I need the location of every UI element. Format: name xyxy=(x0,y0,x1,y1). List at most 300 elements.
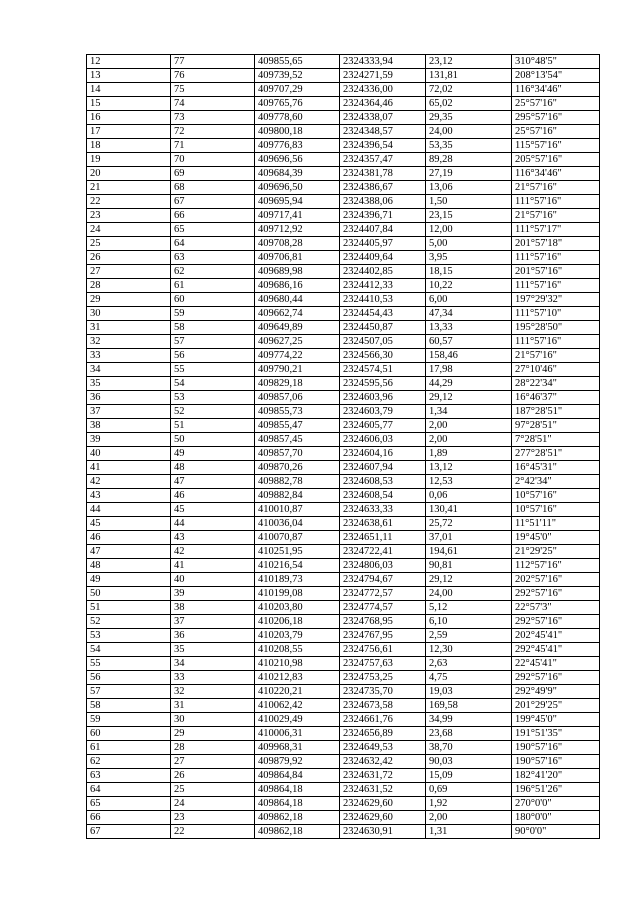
y-coordinate-cell: 2324638,61 xyxy=(340,517,426,531)
distance-cell: 1,89 xyxy=(426,447,512,461)
distance-cell: 65,02 xyxy=(426,97,512,111)
y-coordinate-cell: 2324409,64 xyxy=(340,251,426,265)
table-row xyxy=(87,307,600,321)
bearing-cell: 205°57'16" xyxy=(512,153,600,167)
x-coordinate-cell: 409707,29 xyxy=(255,83,340,97)
x-coordinate-cell: 410203,80 xyxy=(255,601,340,615)
bearing-cell: 25°57'16" xyxy=(512,97,600,111)
y-coordinate-cell: 2324629,60 xyxy=(340,811,426,825)
distance-cell: 25,72 xyxy=(426,517,512,531)
point-number-cell: 24 xyxy=(171,797,255,811)
table-row xyxy=(87,293,600,307)
bearing-cell: 116°34'46" xyxy=(512,83,600,97)
row-number-cell: 35 xyxy=(87,377,171,391)
distance-cell: 0,69 xyxy=(426,783,512,797)
point-number-cell: 74 xyxy=(171,97,255,111)
y-coordinate-cell: 2324656,89 xyxy=(340,727,426,741)
x-coordinate-cell: 410062,42 xyxy=(255,699,340,713)
table-row xyxy=(87,755,600,769)
point-number-cell: 77 xyxy=(171,55,255,69)
distance-cell: 2,00 xyxy=(426,811,512,825)
bearing-cell: 21°57'16" xyxy=(512,349,600,363)
row-number-cell: 41 xyxy=(87,461,171,475)
row-number-cell: 28 xyxy=(87,279,171,293)
y-coordinate-cell: 2324348,57 xyxy=(340,125,426,139)
table-row xyxy=(87,825,600,839)
row-number-cell: 64 xyxy=(87,783,171,797)
distance-cell: 27,19 xyxy=(426,167,512,181)
table-row xyxy=(87,741,600,755)
row-number-cell: 15 xyxy=(87,97,171,111)
point-number-cell: 75 xyxy=(171,83,255,97)
point-number-cell: 47 xyxy=(171,475,255,489)
row-number-cell: 31 xyxy=(87,321,171,335)
point-number-cell: 70 xyxy=(171,153,255,167)
row-number-cell: 67 xyxy=(87,825,171,839)
table-row xyxy=(87,167,600,181)
row-number-cell: 17 xyxy=(87,125,171,139)
y-coordinate-cell: 2324735,70 xyxy=(340,685,426,699)
x-coordinate-cell: 409790,21 xyxy=(255,363,340,377)
x-coordinate-cell: 409689,98 xyxy=(255,265,340,279)
x-coordinate-cell: 409882,78 xyxy=(255,475,340,489)
point-number-cell: 29 xyxy=(171,727,255,741)
table-row xyxy=(87,671,600,685)
y-coordinate-cell: 2324396,71 xyxy=(340,209,426,223)
table-row xyxy=(87,55,600,69)
row-number-cell: 34 xyxy=(87,363,171,377)
point-number-cell: 40 xyxy=(171,573,255,587)
distance-cell: 72,02 xyxy=(426,83,512,97)
table-row xyxy=(87,209,600,223)
row-number-cell: 49 xyxy=(87,573,171,587)
point-number-cell: 38 xyxy=(171,601,255,615)
table-row xyxy=(87,363,600,377)
row-number-cell: 13 xyxy=(87,69,171,83)
y-coordinate-cell: 2324381,78 xyxy=(340,167,426,181)
point-number-cell: 51 xyxy=(171,419,255,433)
y-coordinate-cell: 2324753,25 xyxy=(340,671,426,685)
x-coordinate-cell: 410203,79 xyxy=(255,629,340,643)
distance-cell: 60,57 xyxy=(426,335,512,349)
row-number-cell: 12 xyxy=(87,55,171,69)
point-number-cell: 54 xyxy=(171,377,255,391)
x-coordinate-cell: 409696,56 xyxy=(255,153,340,167)
bearing-cell: 270°0'0" xyxy=(512,797,600,811)
distance-cell: 53,35 xyxy=(426,139,512,153)
bearing-cell: 25°57'16" xyxy=(512,125,600,139)
table-row xyxy=(87,587,600,601)
row-number-cell: 14 xyxy=(87,83,171,97)
table-row xyxy=(87,251,600,265)
y-coordinate-cell: 2324629,60 xyxy=(340,797,426,811)
table-row xyxy=(87,153,600,167)
table-row xyxy=(87,489,600,503)
table-row xyxy=(87,111,600,125)
distance-cell: 5,12 xyxy=(426,601,512,615)
bearing-cell: 111°57'16" xyxy=(512,279,600,293)
point-number-cell: 22 xyxy=(171,825,255,839)
point-number-cell: 30 xyxy=(171,713,255,727)
x-coordinate-cell: 409870,26 xyxy=(255,461,340,475)
row-number-cell: 42 xyxy=(87,475,171,489)
y-coordinate-cell: 2324595,56 xyxy=(340,377,426,391)
distance-cell: 90,03 xyxy=(426,755,512,769)
bearing-cell: 116°34'46" xyxy=(512,167,600,181)
distance-cell: 19,03 xyxy=(426,685,512,699)
x-coordinate-cell: 409695,94 xyxy=(255,195,340,209)
point-number-cell: 28 xyxy=(171,741,255,755)
point-number-cell: 50 xyxy=(171,433,255,447)
distance-cell: 13,06 xyxy=(426,181,512,195)
x-coordinate-cell: 409717,41 xyxy=(255,209,340,223)
point-number-cell: 48 xyxy=(171,461,255,475)
bearing-cell: 191°51'35" xyxy=(512,727,600,741)
row-number-cell: 37 xyxy=(87,405,171,419)
x-coordinate-cell: 409882,84 xyxy=(255,489,340,503)
distance-cell: 23,15 xyxy=(426,209,512,223)
x-coordinate-cell: 410070,87 xyxy=(255,531,340,545)
distance-cell: 12,00 xyxy=(426,223,512,237)
bearing-cell: 190°57'16" xyxy=(512,755,600,769)
x-coordinate-cell: 409855,73 xyxy=(255,405,340,419)
distance-cell: 12,53 xyxy=(426,475,512,489)
bearing-cell: 201°57'16" xyxy=(512,265,600,279)
table-row xyxy=(87,783,600,797)
x-coordinate-cell: 410206,18 xyxy=(255,615,340,629)
x-coordinate-cell: 409706,81 xyxy=(255,251,340,265)
bearing-cell: 197°29'32" xyxy=(512,293,600,307)
y-coordinate-cell: 2324402,85 xyxy=(340,265,426,279)
table-row xyxy=(87,335,600,349)
bearing-cell: 111°57'16" xyxy=(512,195,600,209)
x-coordinate-cell: 409857,06 xyxy=(255,391,340,405)
y-coordinate-cell: 2324507,05 xyxy=(340,335,426,349)
point-number-cell: 27 xyxy=(171,755,255,769)
point-number-cell: 60 xyxy=(171,293,255,307)
x-coordinate-cell: 409712,92 xyxy=(255,223,340,237)
table-row xyxy=(87,769,600,783)
point-number-cell: 59 xyxy=(171,307,255,321)
point-number-cell: 26 xyxy=(171,769,255,783)
row-number-cell: 39 xyxy=(87,433,171,447)
row-number-cell: 18 xyxy=(87,139,171,153)
table-row xyxy=(87,195,600,209)
bearing-cell: 202°45'41" xyxy=(512,629,600,643)
x-coordinate-cell: 409778,60 xyxy=(255,111,340,125)
row-number-cell: 36 xyxy=(87,391,171,405)
distance-cell: 23,12 xyxy=(426,55,512,69)
distance-cell: 2,63 xyxy=(426,657,512,671)
table-row xyxy=(87,265,600,279)
row-number-cell: 51 xyxy=(87,601,171,615)
row-number-cell: 65 xyxy=(87,797,171,811)
row-number-cell: 22 xyxy=(87,195,171,209)
x-coordinate-cell: 409855,65 xyxy=(255,55,340,69)
y-coordinate-cell: 2324632,42 xyxy=(340,755,426,769)
row-number-cell: 33 xyxy=(87,349,171,363)
distance-cell: 5,00 xyxy=(426,237,512,251)
table-row xyxy=(87,811,600,825)
table-row xyxy=(87,545,600,559)
y-coordinate-cell: 2324608,53 xyxy=(340,475,426,489)
y-coordinate-cell: 2324333,94 xyxy=(340,55,426,69)
bearing-cell: 11°51'11" xyxy=(512,517,600,531)
x-coordinate-cell: 409968,31 xyxy=(255,741,340,755)
point-number-cell: 44 xyxy=(171,517,255,531)
bearing-cell: 112°57'16" xyxy=(512,559,600,573)
x-coordinate-cell: 409776,83 xyxy=(255,139,340,153)
row-number-cell: 16 xyxy=(87,111,171,125)
y-coordinate-cell: 2324633,33 xyxy=(340,503,426,517)
distance-cell: 2,00 xyxy=(426,433,512,447)
distance-cell: 13,12 xyxy=(426,461,512,475)
bearing-cell: 111°57'16" xyxy=(512,335,600,349)
coordinates-table-container xyxy=(86,54,600,839)
y-coordinate-cell: 2324767,95 xyxy=(340,629,426,643)
row-number-cell: 21 xyxy=(87,181,171,195)
bearing-cell: 187°28'51" xyxy=(512,405,600,419)
row-number-cell: 57 xyxy=(87,685,171,699)
point-number-cell: 43 xyxy=(171,531,255,545)
bearing-cell: 21°29'25" xyxy=(512,545,600,559)
bearing-cell: 21°57'16" xyxy=(512,181,600,195)
table-row xyxy=(87,643,600,657)
table-row xyxy=(87,615,600,629)
x-coordinate-cell: 409684,39 xyxy=(255,167,340,181)
point-number-cell: 39 xyxy=(171,587,255,601)
distance-cell: 10,22 xyxy=(426,279,512,293)
x-coordinate-cell: 410006,31 xyxy=(255,727,340,741)
point-number-cell: 61 xyxy=(171,279,255,293)
y-coordinate-cell: 2324271,59 xyxy=(340,69,426,83)
y-coordinate-cell: 2324631,52 xyxy=(340,783,426,797)
point-number-cell: 35 xyxy=(171,643,255,657)
point-number-cell: 64 xyxy=(171,237,255,251)
distance-cell: 2,00 xyxy=(426,419,512,433)
distance-cell: 29,35 xyxy=(426,111,512,125)
distance-cell: 37,01 xyxy=(426,531,512,545)
y-coordinate-cell: 2324772,57 xyxy=(340,587,426,601)
table-row xyxy=(87,601,600,615)
distance-cell: 44,29 xyxy=(426,377,512,391)
row-number-cell: 62 xyxy=(87,755,171,769)
table-row xyxy=(87,377,600,391)
table-row xyxy=(87,475,600,489)
y-coordinate-cell: 2324794,67 xyxy=(340,573,426,587)
table-row xyxy=(87,573,600,587)
bearing-cell: 190°57'16" xyxy=(512,741,600,755)
point-number-cell: 57 xyxy=(171,335,255,349)
distance-cell: 15,09 xyxy=(426,769,512,783)
distance-cell: 194,61 xyxy=(426,545,512,559)
table-row xyxy=(87,321,600,335)
y-coordinate-cell: 2324410,53 xyxy=(340,293,426,307)
point-number-cell: 23 xyxy=(171,811,255,825)
bearing-cell: 2°42'34" xyxy=(512,475,600,489)
y-coordinate-cell: 2324806,03 xyxy=(340,559,426,573)
bearing-cell: 292°57'16" xyxy=(512,587,600,601)
bearing-cell: 16°45'31" xyxy=(512,461,600,475)
point-number-cell: 56 xyxy=(171,349,255,363)
y-coordinate-cell: 2324566,30 xyxy=(340,349,426,363)
point-number-cell: 31 xyxy=(171,699,255,713)
row-number-cell: 26 xyxy=(87,251,171,265)
point-number-cell: 25 xyxy=(171,783,255,797)
bearing-cell: 27°10'46" xyxy=(512,363,600,377)
point-number-cell: 45 xyxy=(171,503,255,517)
distance-cell: 12,30 xyxy=(426,643,512,657)
bearing-cell: 196°51'26" xyxy=(512,783,600,797)
distance-cell: 1,92 xyxy=(426,797,512,811)
y-coordinate-cell: 2324757,63 xyxy=(340,657,426,671)
x-coordinate-cell: 409708,28 xyxy=(255,237,340,251)
y-coordinate-cell: 2324405,97 xyxy=(340,237,426,251)
bearing-cell: 90°0'0" xyxy=(512,825,600,839)
point-number-cell: 53 xyxy=(171,391,255,405)
bearing-cell: 292°45'41" xyxy=(512,643,600,657)
y-coordinate-cell: 2324608,54 xyxy=(340,489,426,503)
y-coordinate-cell: 2324396,54 xyxy=(340,139,426,153)
y-coordinate-cell: 2324605,77 xyxy=(340,419,426,433)
bearing-cell: 182°41'20" xyxy=(512,769,600,783)
x-coordinate-cell: 409879,92 xyxy=(255,755,340,769)
distance-cell: 1,31 xyxy=(426,825,512,839)
bearing-cell: 208°13'54" xyxy=(512,69,600,83)
table-row xyxy=(87,657,600,671)
y-coordinate-cell: 2324603,79 xyxy=(340,405,426,419)
point-number-cell: 49 xyxy=(171,447,255,461)
y-coordinate-cell: 2324630,91 xyxy=(340,825,426,839)
distance-cell: 89,28 xyxy=(426,153,512,167)
x-coordinate-cell: 409680,44 xyxy=(255,293,340,307)
row-number-cell: 55 xyxy=(87,657,171,671)
bearing-cell: 201°57'18" xyxy=(512,237,600,251)
row-number-cell: 53 xyxy=(87,629,171,643)
row-number-cell: 60 xyxy=(87,727,171,741)
point-number-cell: 76 xyxy=(171,69,255,83)
row-number-cell: 66 xyxy=(87,811,171,825)
x-coordinate-cell: 409864,18 xyxy=(255,797,340,811)
row-number-cell: 61 xyxy=(87,741,171,755)
x-coordinate-cell: 410189,73 xyxy=(255,573,340,587)
table-row xyxy=(87,139,600,153)
x-coordinate-cell: 409857,45 xyxy=(255,433,340,447)
row-number-cell: 56 xyxy=(87,671,171,685)
distance-cell: 3,95 xyxy=(426,251,512,265)
y-coordinate-cell: 2324450,87 xyxy=(340,321,426,335)
row-number-cell: 30 xyxy=(87,307,171,321)
row-number-cell: 48 xyxy=(87,559,171,573)
table-row xyxy=(87,713,600,727)
point-number-cell: 36 xyxy=(171,629,255,643)
bearing-cell: 7°28'51" xyxy=(512,433,600,447)
distance-cell: 90,81 xyxy=(426,559,512,573)
point-number-cell: 65 xyxy=(171,223,255,237)
distance-cell: 0,06 xyxy=(426,489,512,503)
x-coordinate-cell: 409627,25 xyxy=(255,335,340,349)
x-coordinate-cell: 409800,18 xyxy=(255,125,340,139)
table-row xyxy=(87,503,600,517)
point-number-cell: 41 xyxy=(171,559,255,573)
table-row xyxy=(87,517,600,531)
row-number-cell: 25 xyxy=(87,237,171,251)
x-coordinate-cell: 409662,74 xyxy=(255,307,340,321)
bearing-cell: 10°57'16" xyxy=(512,489,600,503)
table-row xyxy=(87,125,600,139)
row-number-cell: 38 xyxy=(87,419,171,433)
table-row xyxy=(87,83,600,97)
point-number-cell: 34 xyxy=(171,657,255,671)
x-coordinate-cell: 410010,87 xyxy=(255,503,340,517)
row-number-cell: 40 xyxy=(87,447,171,461)
y-coordinate-cell: 2324386,67 xyxy=(340,181,426,195)
distance-cell: 1,50 xyxy=(426,195,512,209)
y-coordinate-cell: 2324604,16 xyxy=(340,447,426,461)
table-row xyxy=(87,433,600,447)
row-number-cell: 47 xyxy=(87,545,171,559)
table-row xyxy=(87,727,600,741)
row-number-cell: 54 xyxy=(87,643,171,657)
distance-cell: 1,34 xyxy=(426,405,512,419)
point-number-cell: 46 xyxy=(171,489,255,503)
x-coordinate-cell: 409739,52 xyxy=(255,69,340,83)
distance-cell: 23,68 xyxy=(426,727,512,741)
coordinates-table-body xyxy=(87,55,600,839)
x-coordinate-cell: 409696,50 xyxy=(255,181,340,195)
row-number-cell: 23 xyxy=(87,209,171,223)
table-row xyxy=(87,279,600,293)
bearing-cell: 292°57'16" xyxy=(512,615,600,629)
row-number-cell: 63 xyxy=(87,769,171,783)
coordinates-table xyxy=(86,54,600,839)
bearing-cell: 295°57'16" xyxy=(512,111,600,125)
distance-cell: 29,12 xyxy=(426,391,512,405)
x-coordinate-cell: 409862,18 xyxy=(255,811,340,825)
x-coordinate-cell: 410208,55 xyxy=(255,643,340,657)
point-number-cell: 66 xyxy=(171,209,255,223)
point-number-cell: 63 xyxy=(171,251,255,265)
distance-cell: 130,41 xyxy=(426,503,512,517)
distance-cell: 2,59 xyxy=(426,629,512,643)
x-coordinate-cell: 409649,89 xyxy=(255,321,340,335)
y-coordinate-cell: 2324407,84 xyxy=(340,223,426,237)
bearing-cell: 202°57'16" xyxy=(512,573,600,587)
bearing-cell: 28°22'34" xyxy=(512,377,600,391)
table-row xyxy=(87,237,600,251)
point-number-cell: 73 xyxy=(171,111,255,125)
x-coordinate-cell: 410220,21 xyxy=(255,685,340,699)
point-number-cell: 58 xyxy=(171,321,255,335)
table-row xyxy=(87,629,600,643)
bearing-cell: 292°57'16" xyxy=(512,671,600,685)
y-coordinate-cell: 2324336,00 xyxy=(340,83,426,97)
bearing-cell: 199°45'0" xyxy=(512,713,600,727)
y-coordinate-cell: 2324412,33 xyxy=(340,279,426,293)
table-row xyxy=(87,97,600,111)
y-coordinate-cell: 2324631,72 xyxy=(340,769,426,783)
x-coordinate-cell: 409864,18 xyxy=(255,783,340,797)
point-number-cell: 42 xyxy=(171,545,255,559)
y-coordinate-cell: 2324607,94 xyxy=(340,461,426,475)
table-row xyxy=(87,797,600,811)
distance-cell: 4,75 xyxy=(426,671,512,685)
bearing-cell: 310°48'5" xyxy=(512,55,600,69)
point-number-cell: 52 xyxy=(171,405,255,419)
distance-cell: 169,58 xyxy=(426,699,512,713)
distance-cell: 158,46 xyxy=(426,349,512,363)
distance-cell: 38,70 xyxy=(426,741,512,755)
